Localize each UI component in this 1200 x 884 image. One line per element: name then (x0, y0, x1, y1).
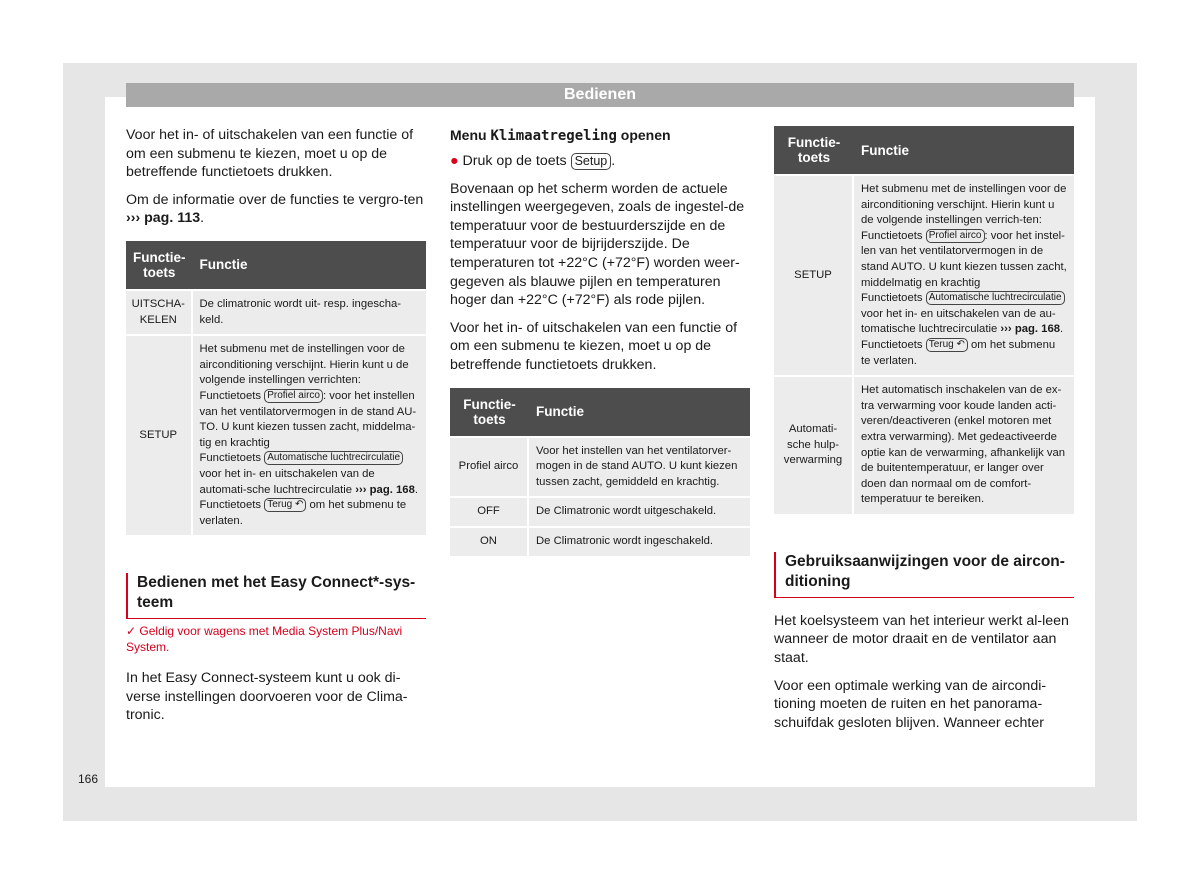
function-cell (193, 334, 427, 535)
label-text: Functietoets (199, 499, 265, 512)
bullet-icon: ● (450, 153, 459, 169)
label-text: voor het in- en uitschakelen van de au-tomatische luchtrecirculatie (861, 307, 1056, 336)
page-link-168[interactable]: ››› pag. 168 (1000, 323, 1061, 336)
zoom-paragraph (126, 191, 426, 228)
setup-description: Het submenu met de instellingen voor de airconditioning verschijnt. Hierin kunt u de volgende instellingen verrichten: (199, 343, 409, 387)
easy-connect-section-title: Bedienen met het Easy Connect*-sys-teem (126, 573, 426, 619)
intro-paragraph: Voor het in- of uitschakelen van een functie of om een submenu te kiezen, moet u op de betreffende functietoets drukken. (126, 127, 414, 181)
label-text: om het submenu te verlaten. (861, 338, 1056, 367)
bullet-step (450, 152, 750, 171)
function-table-left (126, 241, 426, 535)
left-column (126, 126, 426, 725)
label-text: Functietoets (861, 338, 926, 351)
setup-recirculation-line: Functietoets Automatische luchtrecirculatie voor het in- en uitschakelen van de au-tomatische luchtrecirculatie ››› pag. 168. (861, 292, 1064, 336)
setup-profile-line (861, 229, 1067, 291)
operation-paragraph: Voor een optimale werking van de aircondi-tioning moeten de ruiten en het panorama-schuifdak gesloten blijven. Wanneer echter (774, 677, 1047, 731)
middle-column (450, 126, 750, 556)
label-text: : voor het instellen van het ventilatorvermogen in de stand AU-TO. U kunt kiezen tussen zacht, middelma-tig en krachtig (199, 389, 417, 449)
table-row (450, 526, 750, 556)
label-text: voor het in- en uitschakelen van de automati-sche luchtrecirculatie (199, 467, 375, 496)
function-paragraph: Voor het in- of uitschakelen van een functie of om een submenu te kiezen, moet u op de betreffende functietoets drukken. (450, 319, 738, 373)
back-key: Terug ↶ (926, 338, 968, 352)
zoom-text: Om de informatie over de functies te vergro-ten (126, 191, 424, 208)
page-link-113[interactable]: ››› pag. 113 (126, 210, 201, 227)
right-column (774, 126, 1074, 732)
setup-profile-line (200, 389, 420, 451)
key-cell: Automati-sche hulp-verwarming (774, 375, 854, 514)
label-text: om het submenu te verlaten. (199, 499, 407, 527)
function-table-middle (450, 388, 750, 556)
key-cell: ON (450, 526, 529, 556)
cooling-paragraph: Het koelsysteem van het interieur werkt al-leen wanneer de motor draait en de ventilator aan staat. (774, 612, 1069, 667)
column-header-key: Functie-toets (126, 241, 193, 289)
table-row (126, 334, 426, 535)
function-table-right (774, 126, 1074, 514)
step-text: Druk op de toets (462, 153, 571, 169)
page-number: 166 (78, 772, 99, 786)
column-header-key: Functie-toets (450, 388, 529, 436)
column-header-function: Functie (529, 388, 750, 436)
table-row (774, 174, 1074, 375)
table-row (126, 289, 426, 334)
zoom-text-end: . (200, 210, 205, 227)
setup-back-line (200, 498, 420, 529)
menu-name: Klimaatregeling (490, 128, 617, 144)
function-cell: De Climatronic wordt ingeschakeld. (529, 526, 750, 556)
key-cell: UITSCHA-KELEN (126, 289, 193, 334)
back-key: Terug ↶ (264, 498, 306, 512)
function-cell (854, 174, 1074, 375)
recirculation-key: Automatische luchtrecirculatie (264, 451, 403, 465)
column-header-function: Functie (854, 126, 1074, 174)
page-link-168[interactable]: ››› pag. 168 (355, 483, 415, 496)
validity-note: ✓ Geldig voor wagens met Media System Plus/Navi System. (126, 624, 403, 654)
label-text: Functietoets (861, 292, 926, 305)
key-cell: SETUP (774, 174, 854, 375)
aircon-section-title: Gebruiksaanwijzingen voor de aircon-ditioning (774, 552, 1074, 598)
step-text: . (611, 153, 616, 169)
label-text: : voor het instel-len van het ventilatorvermogen in de stand AUTO. U kunt kiezen tussen zacht, middelmatig en krachtig (861, 229, 1067, 289)
key-cell: Profiel airco (450, 436, 529, 497)
table-row (774, 375, 1074, 514)
setup-recirculation-line: Functietoets Automatische luchtrecirculatie voor het in- en uitschakelen van de automati-sche luchtrecirculatie ››› pag. 168. (199, 452, 418, 496)
table-row (450, 496, 750, 526)
table-row (450, 436, 750, 497)
column-header-key: Functie-toets (774, 126, 854, 174)
label-text: Functietoets (861, 229, 926, 242)
page-header: Bedienen (126, 83, 1074, 107)
key-cell: SETUP (126, 334, 193, 535)
label-text: Functietoets (199, 452, 265, 465)
menu-heading (450, 126, 750, 145)
setup-key: Setup (571, 153, 612, 170)
heading-text: Menu (450, 127, 491, 143)
label-text: Functietoets (199, 389, 265, 402)
key-cell: OFF (450, 496, 529, 526)
setup-back-line (861, 338, 1067, 369)
function-cell: De Climatronic wordt uitgeschakeld. (529, 496, 750, 526)
function-cell: Voor het instellen van het ventilatorver-mogen in de stand AUTO. U kunt kiezen tussen zacht, gemiddeld en krachtig. (529, 436, 750, 497)
function-cell: De climatronic wordt uit- resp. ingescha-keld. (193, 289, 427, 334)
recirculation-key: Automatische luchtrecirculatie (926, 291, 1065, 305)
profiel-airco-key: Profiel airco (926, 229, 985, 243)
profiel-airco-key: Profiel airco (264, 389, 323, 403)
easy-connect-paragraph: In het Easy Connect-systeem kunt u ook di-verse instellingen doorvoeren voor de Clima-tronic. (126, 670, 408, 724)
heading-text: openen (616, 127, 671, 143)
function-cell: Het automatisch inschakelen van de ex-tra verwarming voor koude landen acti-veren/deactiveren (enkel motoren met extra verwarming). Met gedeactiveerde optie kan de verwarming, afhankelijk van de buitentemperatuur, er langer over doen dan normaal om de comfort-temperatuur te bereiken. (854, 375, 1074, 514)
display-paragraph: Bovenaan op het scherm worden de actuele instellingen weergegeven, zoals de ingestel-de temperatuur voor de bestuurderszijde en de temperatuur voor de bijrijderszijde. De temperaturen tot +22°C (+72°F) worden weer-gegeven als blauwe pijlen en temperaturen hoger dan +22°C (+72°F) als rode pijlen. (450, 180, 745, 309)
column-header-function: Functie (193, 241, 427, 289)
setup-description: Het submenu met de instellingen voor de airconditioning verschijnt. Hierin kunt u de volgende instellingen verrich-ten: (861, 183, 1067, 227)
